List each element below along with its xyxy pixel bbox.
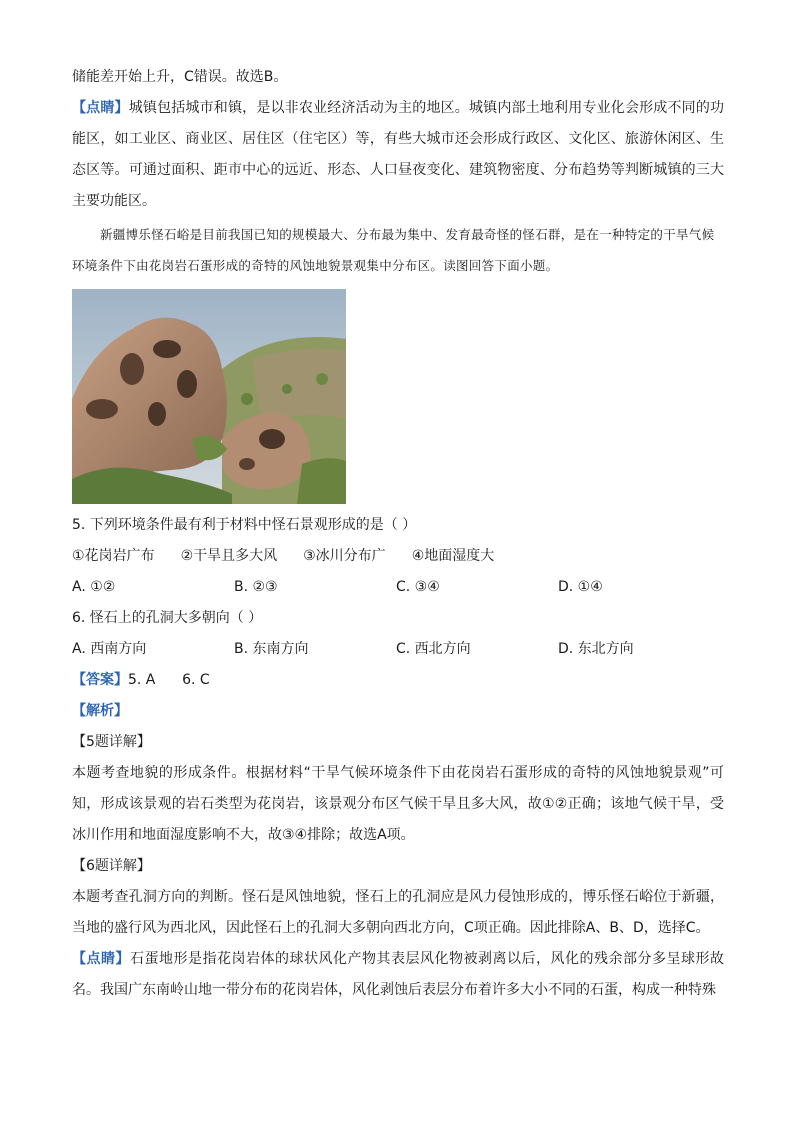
question-5-conditions: [72, 541, 724, 572]
tip-text: 城镇包括城市和镇，是以非农业经济活动为主的地区。城镇内部土地利用专业化会形成不同的功能区，如工业区、商业区、居住区（住宅区）等，有些大城市还会形成行政区、文化区、旅游休闲区、生态区等。可通过面积、距市中心的远近、形态、人口昼夜变化、建筑物密度、分布趋势等判断城镇的三大主要功能区。: [72, 100, 725, 209]
rock-landscape-illustration: [72, 289, 346, 504]
q6-option-d: D. 东北方向: [558, 641, 634, 657]
detail-6-text: 本题考查孔洞方向的判断。怪石是风蚀地貌，怪石上的孔洞应是风力侵蚀形成的，博乐怪石峪位于新疆，当地的盛行风为西北风，因此怪石上的孔洞大多朝向西北方向，C项正确。因此排除A、B、D，选择C。: [72, 889, 724, 936]
tip-label: 【点睛】: [72, 100, 129, 116]
intro-line: 储能差开始上升，C错误。故选B。: [72, 69, 288, 85]
condition-3: ③冰川分布广: [303, 548, 386, 564]
detail-5-text: 本题考查地貌的形成条件。根据材料“干旱气候环境条件下由花岗岩石蛋形成的奇特的风蚀地貌景观”可知，形成该景观的岩石类型为花岗岩，该景观分布区气候干旱且多大风，故①②正确；该地气候干旱，受冰川作用和地面湿度影响不大，故③④排除；故选A项。: [72, 765, 724, 843]
question-6-options: [72, 634, 724, 665]
document-page: [72, 62, 724, 1006]
q5-option-b: B. ②③: [234, 579, 278, 595]
q6-option-c: C. 西北方向: [396, 641, 471, 657]
condition-4: ④地面湿度大: [411, 548, 495, 564]
condition-1: ①花岗岩广布: [72, 548, 155, 564]
answer-label: 【答案】: [72, 672, 128, 688]
q6-option-a: A. 西南方向: [72, 641, 147, 657]
detail-5-heading: 【5题详解】: [72, 734, 151, 750]
q6-option-b: B. 东南方向: [234, 641, 309, 657]
tip-label-2: 【点睛】: [72, 951, 130, 967]
detail-6-heading: 【6题详解】: [72, 858, 151, 874]
analysis-label: 【解析】: [72, 703, 128, 719]
question-6-stem: 6. 怪石上的孔洞大多朝向（ ）: [72, 610, 263, 626]
answer-line: [72, 665, 724, 696]
q5-option-d: D. ①④: [558, 579, 603, 595]
analysis-line: [72, 696, 724, 727]
material-paragraph: 新疆博乐怪石峪是目前我国已知的规模最大、分布最为集中、发育最奇怪的怪石群，是在一种特定的干旱气候环境条件下由花岗岩石蛋形成的奇特的风蚀地貌景观集中分布区。读图回答下面小题。: [72, 227, 715, 273]
answer-text: 5. A 6. C: [128, 672, 210, 688]
question-5-options: [72, 572, 724, 603]
condition-2: ②干旱且多大风: [180, 548, 278, 564]
tip-paragraph-2: [72, 944, 724, 1006]
q5-option-a: A. ①②: [72, 579, 116, 595]
tip-text-2: 石蛋地形是指花岗岩体的球状风化产物其表层风化物被剥离以后，风化的残余部分多呈球形故名。我国广东南岭山地一带分布的花岗岩体，风化剥蚀后表层分布着许多大小不同的石蛋，构成一种特殊: [72, 951, 724, 998]
tip-paragraph-1: [72, 93, 724, 217]
question-5-stem: 5. 下列环境条件最有利于材料中怪石景观形成的是（ ）: [72, 517, 417, 533]
rock-landscape-photo: [72, 289, 346, 504]
q5-option-c: C. ③④: [396, 579, 440, 595]
